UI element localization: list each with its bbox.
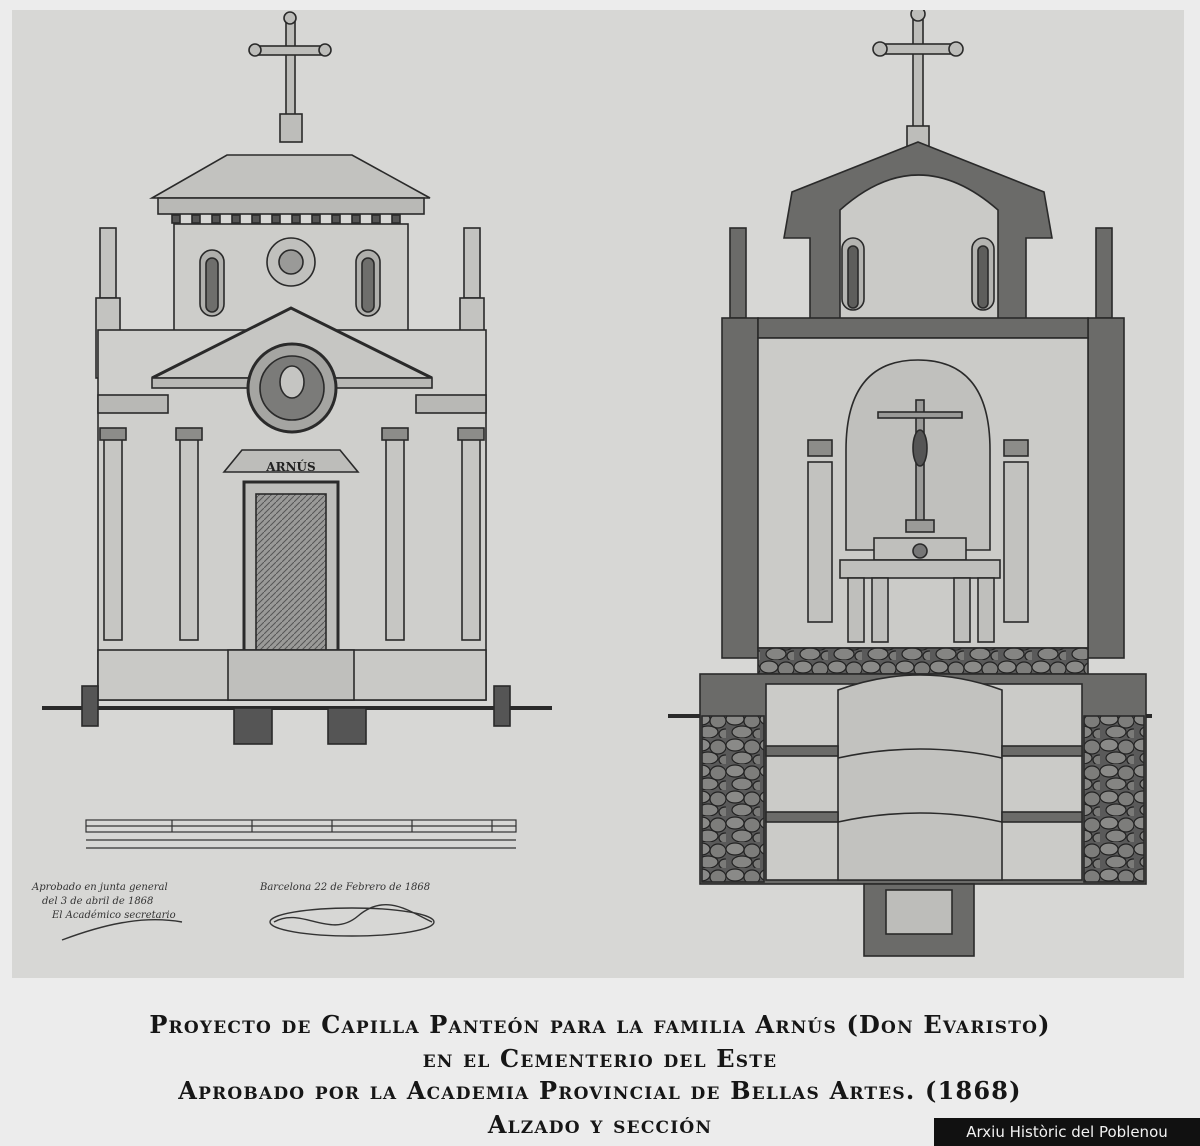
caption-title: Proyecto de Capilla Panteón para la familia Arnús (Don Evaristo) [149,1010,1051,1039]
place-date-note: Barcelona 22 de Febrero de 1868 [260,882,431,893]
svg-text:El Académico secretario: El Académico secretario [52,910,176,921]
archive-watermark-badge [934,1118,1200,1146]
scale-bar [86,820,516,848]
elevation-drawing [42,12,552,744]
architect-signature [270,905,434,936]
caption-views: Alzado y sección [487,1110,713,1139]
medallion-relief [248,344,336,432]
caption-location: en el Cementerio del Este [422,1044,778,1073]
handwritten-approval-note [31,882,182,940]
dentils-top [172,215,400,223]
section-cross [873,10,963,148]
door-inscription: ARNÚS [266,460,316,474]
svg-text:del 3 de abril de 1868: del 3 de abril de 1868 [42,896,154,907]
section-drawing [668,10,1152,956]
architectural-drawing-plate [12,10,1184,978]
elevation-cross [249,12,331,142]
svg-text:Aprobado en junta general: Aprobado en junta general [32,882,168,893]
architectural-drawing [12,10,1184,978]
caption-approval: Aprobado por la Academia Provincial de Bellas Artes. (1868) [178,1076,1022,1105]
archive-watermark-text: Arxiu Històric del Poblenou [966,1123,1168,1141]
